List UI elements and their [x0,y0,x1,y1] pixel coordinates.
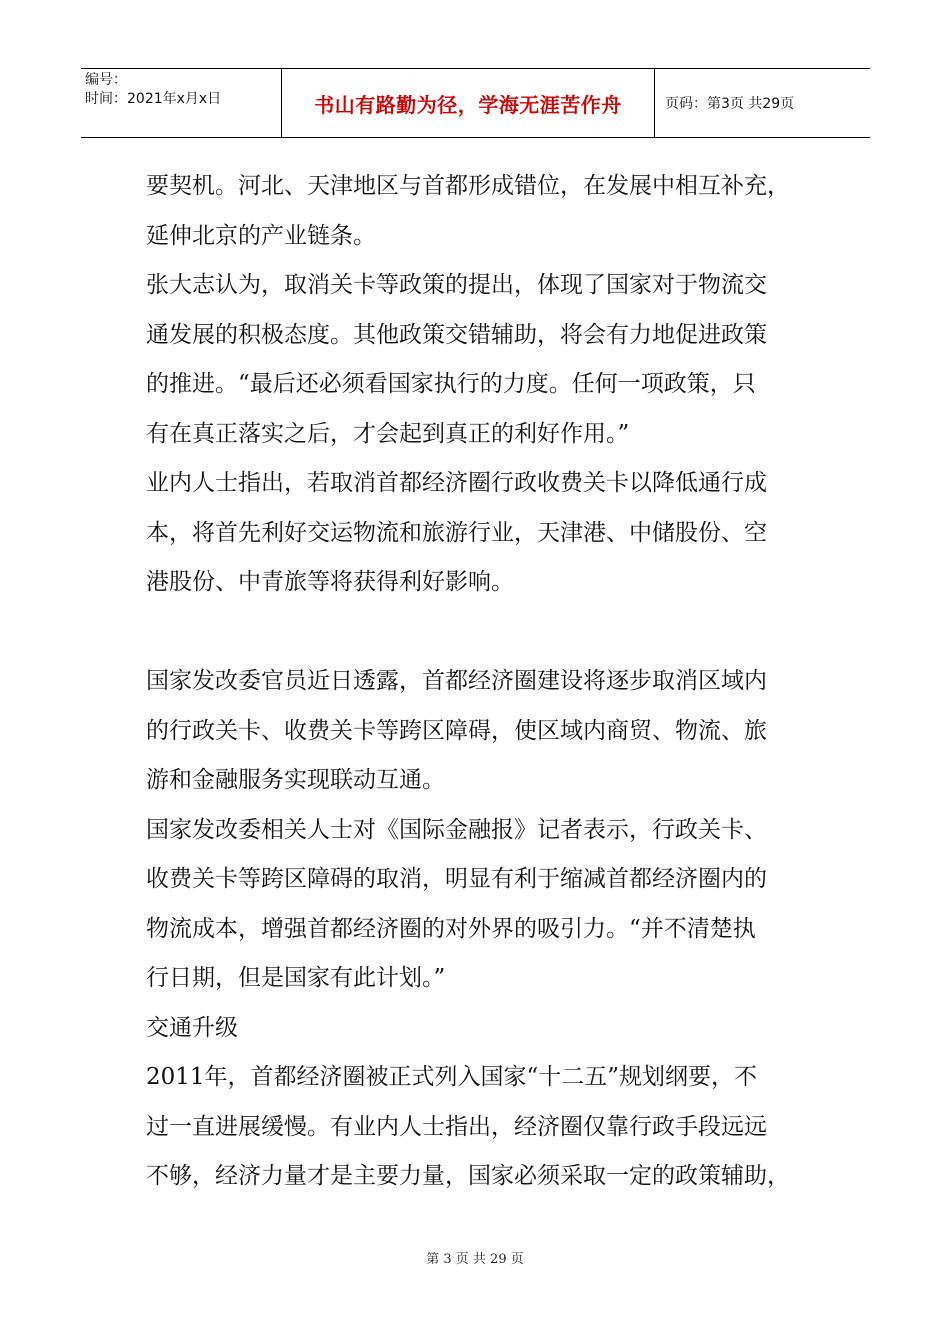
body-text-line: 物流成本，增强首都经济圈的对外界的吸引力。“并不清楚执 [146,915,756,942]
body-text-line: 2011年，首都经济圈被正式列入国家“十二五”规划纲要，不 [146,1064,758,1090]
body-text-line: 行日期，但是国家有此计划。” [146,965,446,991]
serial-number-label: 编号： [85,72,127,88]
body-text-line: 不够，经济力量才是主要力量，国家必须采取一定的政策辅助， [146,1163,790,1189]
body-text-line: 业内人士指出，若取消首都经济圈行政收费关卡以降低通行成 [146,470,767,496]
body-text-line: 张大志认为，取消关卡等政策的提出，体现了国家对于物流交 [146,272,767,298]
body-text-line: 港股份、中青旅等将获得利好影响。 [146,569,514,595]
document-body [146,162,816,1202]
body-text-line: 国家发改委官员近日透露，首都经济圈建设将逐步取消区域内 [146,668,767,694]
date-label: 时间：2021年x月x日 [85,91,222,107]
blank-line [146,608,816,658]
header-page-info-cell [655,69,870,137]
body-text-line: 游和金融服务实现联动互通。 [146,767,445,793]
body-text-line: 交通升级 [146,1014,238,1041]
header-meta [81,69,281,137]
body-text-line: 国家发改委相关人士对《国际金融报》记者表示，行政关卡、 [146,816,767,843]
body-text-line: 过一直进展缓慢。有业内人士指出，经济圈仅靠行政手段远远 [146,1113,767,1140]
header-motto-cell [281,69,655,137]
body-text-line: 要契机。河北、天津地区与首都形成错位，在发展中相互补充， [146,173,790,199]
body-text-line: 延伸北京的产业链条。 [146,222,376,249]
body-text-line: 的推进。“最后还必须看国家执行的力度。任何一项政策，只 [146,371,756,397]
page-footer: 第 3 页 共 29 页 [426,1252,524,1267]
body-text-line: 的行政关卡、收费关卡等跨区障碍，使区域内商贸、物流、旅 [146,717,767,744]
body-text-line: 本，将首先利好交运物流和旅游行业，天津港、中储股份、空 [146,519,767,546]
motto: 书山有路勤为径，学海无涯苦作舟 [314,92,622,117]
body-text-line: 通发展的积极态度。其他政策交错辅助，将会有力地促进政策 [146,321,767,348]
body-text-line: 有在真正落实之后，才会起到真正的利好作用。” [146,420,630,447]
document-header [81,68,870,138]
page-info: 页码：第3页 共29页 [665,96,795,112]
body-text-line: 收费关卡等跨区障碍的取消，明显有利于缩减首都经济圈内的 [146,866,767,892]
